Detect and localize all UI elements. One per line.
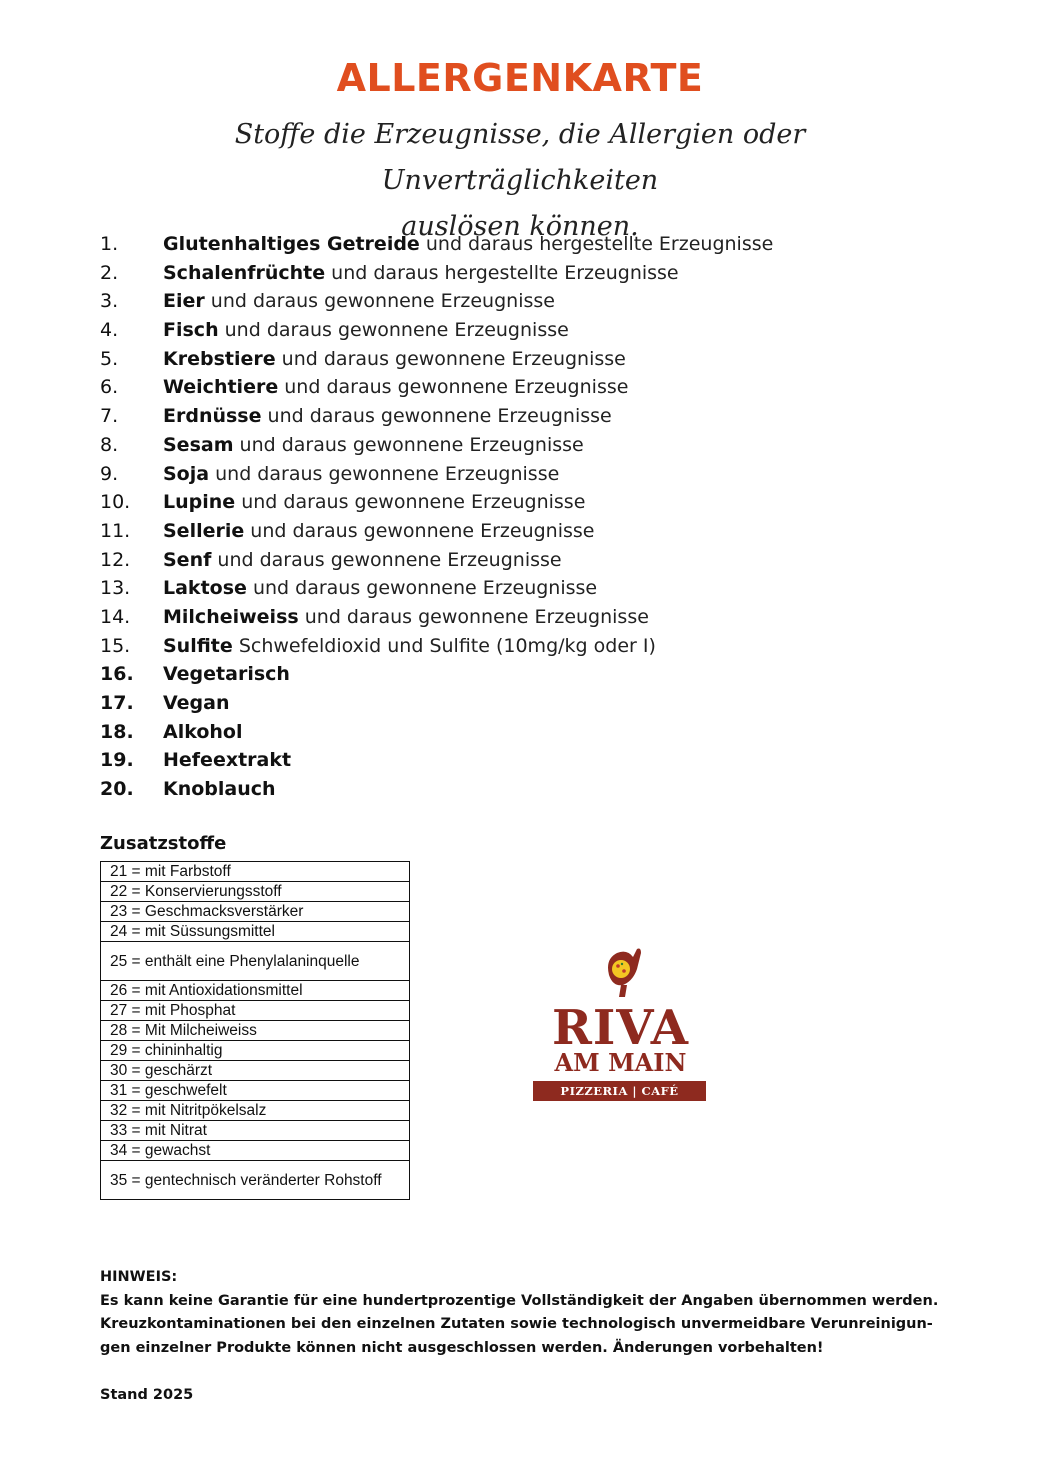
allergen-number: 17.: [100, 692, 134, 714]
allergen-name: Sellerie: [163, 519, 245, 542]
allergen-item: [100, 259, 773, 288]
allergen-description: und daraus gewonnene Erzeugnisse: [209, 462, 560, 485]
allergen-number: 2.: [100, 261, 119, 284]
hinweis-line-1: Es kann keine Garantie für eine hundertprozentige Vollständigkeit der Angaben übernommen werden.: [100, 1292, 939, 1309]
hinweis-line-3: gen einzelner Produkte können nicht ausgeschlossen werden. Änderungen vorbehalten!: [100, 1339, 824, 1356]
allergen-number: 3.: [100, 290, 119, 313]
allergen-item: [100, 689, 773, 718]
zusatzstoff-row: [101, 882, 410, 902]
allergen-item: [100, 431, 773, 460]
allergen-item: [100, 316, 773, 345]
allergen-item: [100, 660, 773, 689]
allergen-name: Laktose: [163, 577, 247, 600]
allergen-description: und daraus gewonnene Erzeugnisse: [211, 548, 562, 571]
allergen-number: 1.: [100, 233, 119, 255]
allergen-number: 8.: [100, 433, 119, 456]
allergen-number: 4.: [100, 319, 119, 342]
allergen-name: Knoblauch: [163, 778, 276, 801]
logo-pizzeria-cafe-bar: PIZZERIA | CAFÉ: [533, 1081, 706, 1101]
allergen-name: Krebstiere: [163, 347, 276, 370]
allergen-item: [100, 546, 773, 575]
allergen-number: 12.: [100, 548, 131, 571]
zusatzstoffe-table: [100, 861, 410, 1200]
riva-am-main-logo: [533, 945, 708, 1105]
zusatzstoff-cell: 22 = Konservierungsstoff: [101, 882, 410, 902]
zusatzstoff-row: [101, 1161, 410, 1200]
allergen-description: und daraus gewonnene Erzeugnisse: [246, 577, 598, 600]
allergen-number: 7.: [100, 405, 119, 428]
zusatzstoff-cell: 26 = mit Antioxidationsmittel: [101, 981, 410, 1001]
allergen-item: [100, 632, 773, 661]
allergen-name: Fisch: [163, 319, 219, 342]
allergen-item: [100, 402, 773, 431]
allergen-item: [100, 746, 773, 775]
allergen-name: Milcheiweiss: [163, 605, 299, 628]
allergen-number: 10.: [100, 491, 131, 514]
allergen-number: 14.: [100, 605, 131, 628]
allergen-number: 6.: [100, 376, 119, 399]
zusatzstoff-cell: 27 = mit Phosphat: [101, 1001, 410, 1021]
allergen-item: [100, 287, 773, 316]
allergen-number: 5.: [100, 347, 119, 370]
zusatzstoff-cell: 31 = geschwefelt: [101, 1081, 410, 1101]
allergen-name: Erdnüsse: [163, 405, 262, 428]
zusatzstoff-row: [101, 942, 410, 981]
zusatzstoff-row: [101, 1121, 410, 1141]
allergen-description: und daraus hergestellte Erzeugnisse: [325, 261, 679, 284]
allergen-description: und daraus gewonnene Erzeugnisse: [235, 491, 586, 514]
subtitle-line-2: auslösen können.: [401, 211, 639, 242]
zusatzstoff-cell: 34 = gewachst: [101, 1141, 410, 1161]
allergen-description: und daraus gewonnene Erzeugnisse: [278, 376, 629, 399]
allergen-item: [100, 775, 773, 804]
allergen-description: und daraus gewonnene Erzeugnisse: [204, 290, 555, 313]
stand-year: Stand 2025: [100, 1387, 194, 1403]
allergen-description: und daraus gewonnene Erzeugnisse: [298, 605, 649, 628]
zusatzstoff-row: [101, 922, 410, 942]
allergen-item: [100, 488, 773, 517]
allergen-name: Vegetarisch: [163, 663, 290, 686]
logo-am-main-text: AM MAIN: [554, 1048, 687, 1077]
zusatzstoff-cell: 30 = geschärzt: [101, 1061, 410, 1081]
zusatzstoff-cell: 35 = gentechnisch veränderter Rohstoff: [101, 1161, 410, 1200]
hinweis-heading: HINWEIS:: [100, 1269, 178, 1285]
allergen-description: Schwefeldioxid und Sulfite (10mg/kg oder I): [232, 634, 656, 657]
allergen-item: [100, 460, 773, 489]
allergen-item: [100, 574, 773, 603]
zusatzstoff-cell: 23 = Geschmacksverstärker: [101, 902, 410, 922]
page-title: ALLERGENKARTE: [336, 56, 704, 100]
allergen-number: 15.: [100, 634, 131, 657]
allergen-list: [100, 230, 773, 804]
allergen-item: [100, 230, 773, 259]
zusatzstoff-row: [101, 1101, 410, 1121]
allergen-name: Alkohol: [163, 720, 243, 743]
allergen-description: und daraus gewonnene Erzeugnisse: [218, 319, 569, 342]
zusatzstoff-row: [101, 1081, 410, 1101]
allergen-item: [100, 373, 773, 402]
zusatzstoff-row: [101, 902, 410, 922]
allergen-number: 9.: [100, 462, 119, 485]
zusatzstoff-cell: 32 = mit Nitritpökelsalz: [101, 1101, 410, 1121]
allergen-number: 19.: [100, 749, 134, 772]
allergen-name: Glutenhaltiges Getreide: [163, 233, 420, 255]
allergen-name: Weichtiere: [163, 376, 279, 399]
zusatzstoff-row: [101, 981, 410, 1001]
logo-riva-text: RIVA: [551, 1000, 690, 1056]
zusatzstoff-row: [101, 1141, 410, 1161]
allergen-item: [100, 517, 773, 546]
allergen-name: Vegan: [163, 692, 230, 714]
zusatzstoff-row: [101, 1021, 410, 1041]
zusatzstoff-cell: 28 = Mit Milcheiweiss: [101, 1021, 410, 1041]
allergen-number: 16.: [100, 663, 134, 686]
subtitle-line-1: Stoffe die Erzeugnisse, die Allergien oder Unverträglichkeiten: [234, 119, 806, 196]
allergen-item: [100, 603, 773, 632]
zusatzstoff-cell: 25 = enthält eine Phenylalaninquelle: [101, 942, 410, 981]
allergen-number: 18.: [100, 720, 134, 743]
allergen-name: Lupine: [163, 491, 236, 514]
allergen-name: Eier: [163, 290, 205, 313]
allergen-description: und daraus gewonnene Erzeugnisse: [233, 433, 584, 456]
allergen-name: Soja: [163, 462, 210, 485]
allergen-description: und daraus gewonnene Erzeugnisse: [244, 519, 595, 542]
zusatzstoff-cell: 24 = mit Süssungsmittel: [101, 922, 410, 942]
allergen-number: 20.: [100, 778, 134, 801]
allergen-item: [100, 718, 773, 747]
hinweis-note: [100, 1266, 980, 1360]
zusatzstoff-row: [101, 1001, 410, 1021]
zusatzstoff-cell: 33 = mit Nitrat: [101, 1121, 410, 1141]
allergen-description: und daraus hergestellte Erzeugnisse: [419, 233, 774, 255]
allergen-name: Schalenfrüchte: [163, 261, 326, 284]
ok-hand-pizza-icon: [603, 945, 643, 999]
allergen-name: Senf: [163, 548, 212, 571]
zusatzstoff-row: [101, 862, 410, 882]
allergen-description: und daraus gewonnene Erzeugnisse: [261, 405, 612, 428]
allergen-item: [100, 345, 773, 374]
zusatzstoffe-heading: Zusatzstoffe: [100, 833, 227, 854]
allergen-number: 11.: [100, 519, 131, 542]
allergen-name: Hefeextrakt: [163, 749, 292, 772]
zusatzstoff-cell: 21 = mit Farbstoff: [101, 862, 410, 882]
allergen-name: Sulfite: [163, 634, 233, 657]
zusatzstoff-row: [101, 1061, 410, 1081]
allergen-number: 13.: [100, 577, 131, 600]
hinweis-line-2: Kreuzkontaminationen bei den einzelnen Zutaten sowie technologisch unvermeidbare Verunreinigun-: [100, 1316, 933, 1332]
zusatzstoff-cell: 29 = chininhaltig: [101, 1041, 410, 1061]
zusatzstoff-row: [101, 1041, 410, 1061]
allergen-description: und daraus gewonnene Erzeugnisse: [275, 347, 626, 370]
allergen-name: Sesam: [163, 433, 234, 456]
